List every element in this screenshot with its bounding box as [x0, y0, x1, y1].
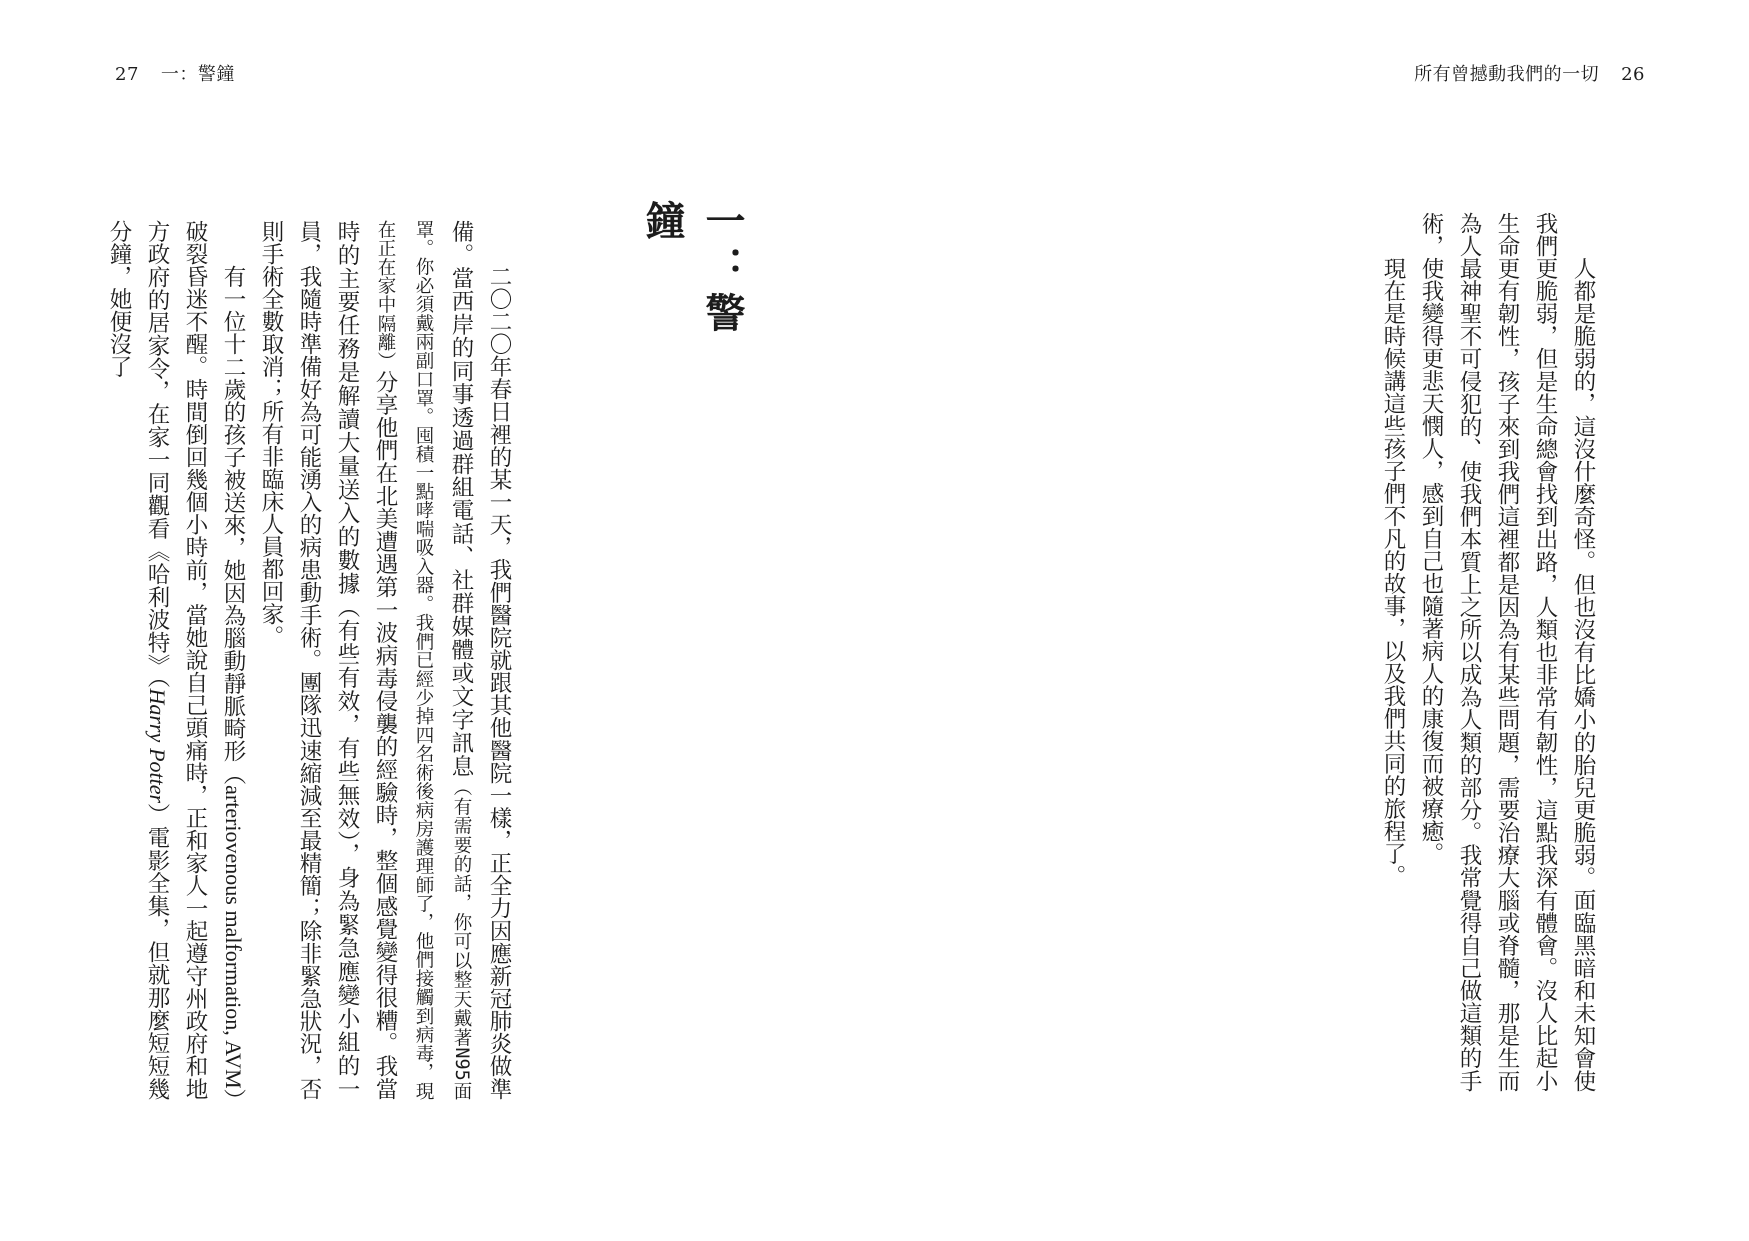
page-number-left: 27 — [115, 64, 139, 85]
film-title-latin — [145, 688, 170, 803]
paragraph-text: ）電影全集，但就那麼短短幾分鐘，她便沒了 — [106, 220, 170, 1101]
book-running-title: 所有曾撼動我們的一切 — [1414, 64, 1600, 85]
paragraph-text: 二〇二〇年春日裡的某一天，我們醫院就跟其他醫院一樣，正全力因應新冠肺炎做準備。當西岸的同事透過群組電話、社群媒體或文字訊息 — [448, 220, 512, 1100]
chapter-running-title: 一：警鐘 — [160, 64, 235, 85]
left-page-body — [106, 220, 518, 1101]
latin-term: arteriovenous malformation, AVM — [221, 785, 246, 1089]
running-head-left — [115, 60, 235, 86]
body-paragraph: 現在是時候講這些孩子們不凡的故事，以及我們共同的旅程了。 — [1380, 257, 1406, 887]
paragraph-text: 有一位十二歲的孩子被送來，她因為腦動靜脈畸形（ — [220, 265, 246, 786]
right-page-body — [1332, 212, 1602, 1092]
italic-title: Harry Potter — [145, 688, 170, 804]
body-paragraph: 人都是脆弱的，這沒什麼奇怪。但也沒有比嬌小的胎兒更脆弱。面臨黑暗和未知會使我們更脆弱，但是生命總會找到出路，人類也非常有韌性，這點我深有體會。沒人比起小生命更有韌性，孩子來到我們這裡都是因為有某些問題，需要治療大腦或脊髓，那是生而為人最神聖不可侵犯的、使我們本質上之所以成為人類的部分。我常覺得自己做這類的手術，使我變得更悲天憫人，感到自己也隨著病人的康復而被療癒。 — [1418, 212, 1596, 1092]
body-paragraph — [100, 220, 252, 1100]
body-paragraph — [252, 220, 518, 1100]
running-head-right — [1414, 60, 1645, 86]
chapter-heading: 一：警鐘 — [639, 200, 746, 338]
page-number-right: 26 — [1621, 64, 1645, 85]
paragraph-text: 分享他們在北美遭遇第一波病毒侵襲的經驗時，整個感覺變得很糟。我當時的主要任務是解讀大量送入的數據（有些有效，有些無效），身為緊急應變小組的一員，我隨時準備好為可能湧入的病患動手術。團隊迅速縮減至最精簡；除非緊急狀況，否則手術全數取消；所有非臨床人員都回家。 — [258, 220, 398, 1101]
paragraph-text: ）破裂昏迷不醒。時間倒回幾個小時前，當她說自己頭痛時，正和家人一起遵守州政府和地方政府的居家令，在家一同觀看《哈利波特》（ — [144, 220, 246, 1101]
quoted-messages: （有需要的話，你可以整天戴著N95面罩。你必須戴兩副口罩。囤積一點哮喘吸入器。我們已經少掉四名術後病房護理師了，他們接觸到病毒，現在正在家中隔離） — [375, 220, 472, 1101]
